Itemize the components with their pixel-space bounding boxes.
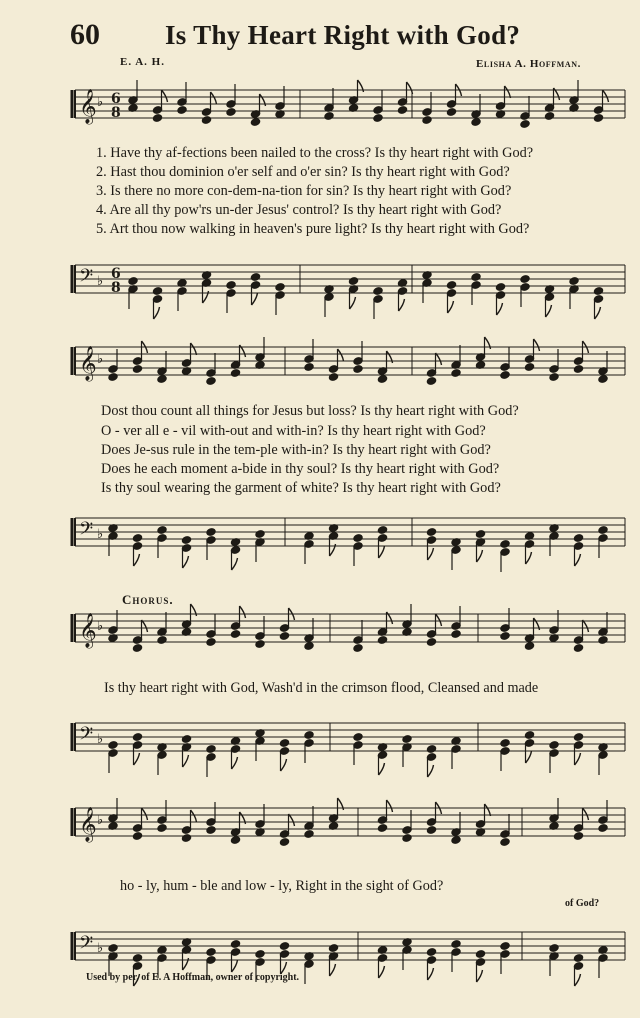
time-signature-top: 6: [111, 266, 121, 282]
note-head: [353, 364, 363, 373]
note-head: [593, 286, 603, 295]
note-flag: [477, 970, 483, 982]
note-flag: [428, 968, 434, 980]
note-head: [593, 113, 603, 122]
note-head: [328, 372, 338, 381]
note-head: [250, 272, 260, 281]
note-flag: [281, 759, 287, 771]
note-flag: [497, 303, 503, 315]
note-flag: [142, 808, 148, 820]
chorus-line: ho - ly, hum - ble and low - ly, Right in the sight of God?: [120, 878, 444, 894]
note-flag: [595, 307, 601, 319]
note-head: [132, 953, 142, 962]
verse-line: 5. Art thou now walking in heaven's pure light? Is thy heart right with God?: [96, 221, 530, 237]
note-head: [569, 276, 579, 285]
note-head: [279, 738, 289, 747]
note-head: [500, 370, 510, 379]
note-flag: [505, 86, 511, 98]
composer-credit: E. A. H.: [120, 56, 165, 68]
note-flag: [252, 293, 258, 305]
note-head: [377, 635, 387, 644]
note-head: [446, 107, 456, 116]
note-head: [201, 115, 211, 124]
note-head: [426, 637, 436, 646]
note-head: [500, 941, 510, 950]
note-flag: [330, 964, 336, 976]
note-flag: [183, 755, 189, 767]
note-head: [132, 732, 142, 741]
note-head: [573, 364, 583, 373]
note-flag: [546, 305, 552, 317]
note-flag: [448, 301, 454, 313]
note-head: [132, 643, 142, 652]
note-head: [426, 376, 436, 385]
hymn-title: Is Thy Heart Right with God?: [165, 20, 521, 50]
note-head: [451, 629, 461, 638]
note-head: [230, 629, 240, 638]
note-flag: [154, 307, 160, 319]
note-flag: [240, 606, 246, 618]
note-head: [544, 111, 554, 120]
copyright-footer: Used by per. of E. A Hoffman, owner of copyright.: [86, 972, 300, 983]
verse-line: Is thy soul wearing the garment of white? Is thy heart right with God?: [101, 480, 501, 496]
chorus-line: Is thy heart right with God, Wash'd in the crimson flood, Cleansed and made: [104, 680, 539, 696]
note-head: [573, 953, 583, 962]
verse-line: O - ver all e - vil with-out and with-in? Is thy heart right with God?: [101, 423, 486, 439]
note-head: [128, 276, 138, 285]
note-head: [279, 941, 289, 950]
note-flag: [477, 550, 483, 562]
note-head: [573, 533, 583, 542]
treble-clef-icon: 𝄞: [79, 613, 97, 648]
note-head: [108, 372, 118, 381]
note-flag: [534, 339, 540, 351]
note-flag: [379, 763, 385, 775]
note-head: [181, 833, 191, 842]
note-head: [206, 744, 216, 753]
note-flag: [289, 814, 295, 826]
verse-line: Does he each moment a-bide in thy soul? Is thy heart right with God?: [101, 461, 500, 477]
note-flag: [428, 765, 434, 777]
note-head: [598, 823, 608, 832]
note-head: [230, 939, 240, 948]
note-head: [402, 734, 412, 743]
note-flag: [191, 810, 197, 822]
note-flag: [603, 90, 609, 102]
note-flag: [575, 753, 581, 765]
note-head: [206, 825, 216, 834]
note-head: [206, 947, 216, 956]
time-signature-bottom: 8: [111, 280, 121, 296]
note-flag: [526, 751, 532, 763]
note-head: [475, 529, 485, 538]
note-head: [495, 282, 505, 291]
note-head: [157, 374, 167, 383]
note-flag: [162, 90, 168, 102]
note-head: [520, 274, 530, 283]
note-head: [500, 738, 510, 747]
note-head: [304, 641, 314, 650]
echo-text: of God?: [565, 898, 600, 909]
note-head: [426, 825, 436, 834]
note-head: [304, 829, 314, 838]
note-head: [177, 105, 187, 114]
chorus-label: Chorus.: [122, 592, 174, 607]
note-head: [524, 730, 534, 739]
note-head: [250, 117, 260, 126]
note-head: [573, 831, 583, 840]
flat-icon: ♭: [97, 95, 104, 110]
note-flag: [485, 804, 491, 816]
note-flag: [232, 558, 238, 570]
note-head: [520, 119, 530, 128]
note-flag: [211, 92, 217, 104]
note-flag: [583, 808, 589, 820]
time-signature-bottom: 8: [111, 105, 121, 121]
note-flag: [134, 554, 140, 566]
bass-clef-icon: 𝄢: [79, 933, 94, 958]
note-head: [524, 641, 534, 650]
note-head: [426, 744, 436, 753]
verse-line: 1. Have thy af-fections been nailed to the cross? Is thy heart right with God?: [96, 145, 534, 161]
note-head: [373, 113, 383, 122]
note-flag: [526, 552, 532, 564]
note-head: [255, 639, 265, 648]
verse-line: Dost thou count all things for Jesus but loss? Is thy heart right with God?: [101, 403, 519, 419]
note-head: [304, 730, 314, 739]
note-flag: [436, 353, 442, 365]
note-head: [181, 734, 191, 743]
note-flag: [134, 753, 140, 765]
note-head: [157, 823, 167, 832]
note-head: [451, 368, 461, 377]
note-flag: [379, 966, 385, 978]
note-head: [549, 943, 559, 952]
note-head: [353, 732, 363, 741]
note-flag: [428, 548, 434, 560]
flat-icon: ♭: [97, 813, 104, 828]
note-head: [402, 833, 412, 842]
note-head: [475, 949, 485, 958]
note-head: [206, 527, 216, 536]
flat-icon: ♭: [97, 732, 104, 747]
note-head: [230, 368, 240, 377]
note-head: [549, 372, 559, 381]
note-flag: [379, 546, 385, 558]
note-head: [152, 286, 162, 295]
note-head: [377, 525, 387, 534]
bass-clef-icon: 𝄢: [79, 519, 94, 544]
note-head: [324, 111, 334, 120]
note-flag: [575, 554, 581, 566]
treble-clef-icon: 𝄞: [79, 346, 97, 381]
note-head: [275, 282, 285, 291]
note-head: [157, 635, 167, 644]
note-head: [451, 939, 461, 948]
note-flag: [338, 349, 344, 361]
note-head: [397, 105, 407, 114]
flat-icon: ♭: [97, 527, 104, 542]
note-head: [598, 525, 608, 534]
note-head: [524, 362, 534, 371]
note-head: [426, 527, 436, 536]
note-head: [573, 643, 583, 652]
time-signature-top: 6: [111, 91, 121, 107]
note-head: [598, 635, 608, 644]
note-flag: [583, 620, 589, 632]
note-flag: [399, 299, 405, 311]
note-head: [426, 947, 436, 956]
note-head: [500, 539, 510, 548]
note-head: [573, 732, 583, 741]
note-flag: [350, 297, 356, 309]
note-head: [377, 823, 387, 832]
note-head: [500, 837, 510, 846]
verse-line: 3. Is there no more con-dem-na-tion for sin? Is thy heart right with God?: [96, 183, 512, 199]
note-flag: [183, 556, 189, 568]
note-head: [353, 533, 363, 542]
note-head: [255, 529, 265, 538]
note-head: [152, 113, 162, 122]
verse-line: 2. Hast thou dominion o'er self and o'er sin? Is thy heart right with God?: [96, 164, 510, 180]
note-flag: [575, 974, 581, 986]
note-head: [353, 643, 363, 652]
note-head: [206, 376, 216, 385]
flat-icon: ♭: [97, 941, 104, 956]
author-credit: Elisha A. Hoffman.: [476, 58, 582, 70]
note-head: [422, 115, 432, 124]
note-flag: [387, 800, 393, 812]
note-head: [377, 374, 387, 383]
note-head: [132, 533, 142, 542]
flat-icon: ♭: [97, 274, 104, 289]
note-flag: [142, 620, 148, 632]
note-head: [304, 362, 314, 371]
note-flag: [232, 757, 238, 769]
treble-clef-icon: 𝄞: [79, 807, 97, 842]
note-head: [328, 943, 338, 952]
note-head: [181, 535, 191, 544]
note-head: [471, 272, 481, 281]
flat-icon: ♭: [97, 352, 104, 367]
note-head: [108, 740, 118, 749]
note-head: [279, 837, 289, 846]
note-head: [206, 637, 216, 646]
treble-clef-icon: 𝄞: [79, 89, 97, 124]
verse-line: Does Je-sus rule in the tem-ple with-in? Is thy heart right with God?: [101, 442, 491, 458]
note-flag: [191, 343, 197, 355]
note-head: [471, 117, 481, 126]
note-head: [132, 831, 142, 840]
note-head: [500, 631, 510, 640]
note-head: [598, 374, 608, 383]
note-head: [108, 943, 118, 952]
note-head: [373, 286, 383, 295]
note-head: [157, 525, 167, 534]
note-flag: [232, 960, 238, 972]
note-head: [132, 364, 142, 373]
note-head: [226, 280, 236, 289]
bass-clef-icon: 𝄢: [79, 266, 94, 291]
note-head: [348, 276, 358, 285]
note-head: [230, 835, 240, 844]
flat-icon: ♭: [97, 619, 104, 634]
bass-clef-icon: 𝄢: [79, 724, 94, 749]
note-flag: [436, 614, 442, 626]
hymn-number: 60: [70, 18, 100, 51]
note-flag: [407, 82, 413, 94]
note-head: [446, 280, 456, 289]
note-head: [255, 949, 265, 958]
note-head: [226, 107, 236, 116]
note-head: [549, 740, 559, 749]
note-head: [279, 631, 289, 640]
note-head: [451, 835, 461, 844]
verse-line: 4. Are all thy pow'rs un-der Jesus' control? Is thy heart right with God?: [96, 202, 502, 218]
